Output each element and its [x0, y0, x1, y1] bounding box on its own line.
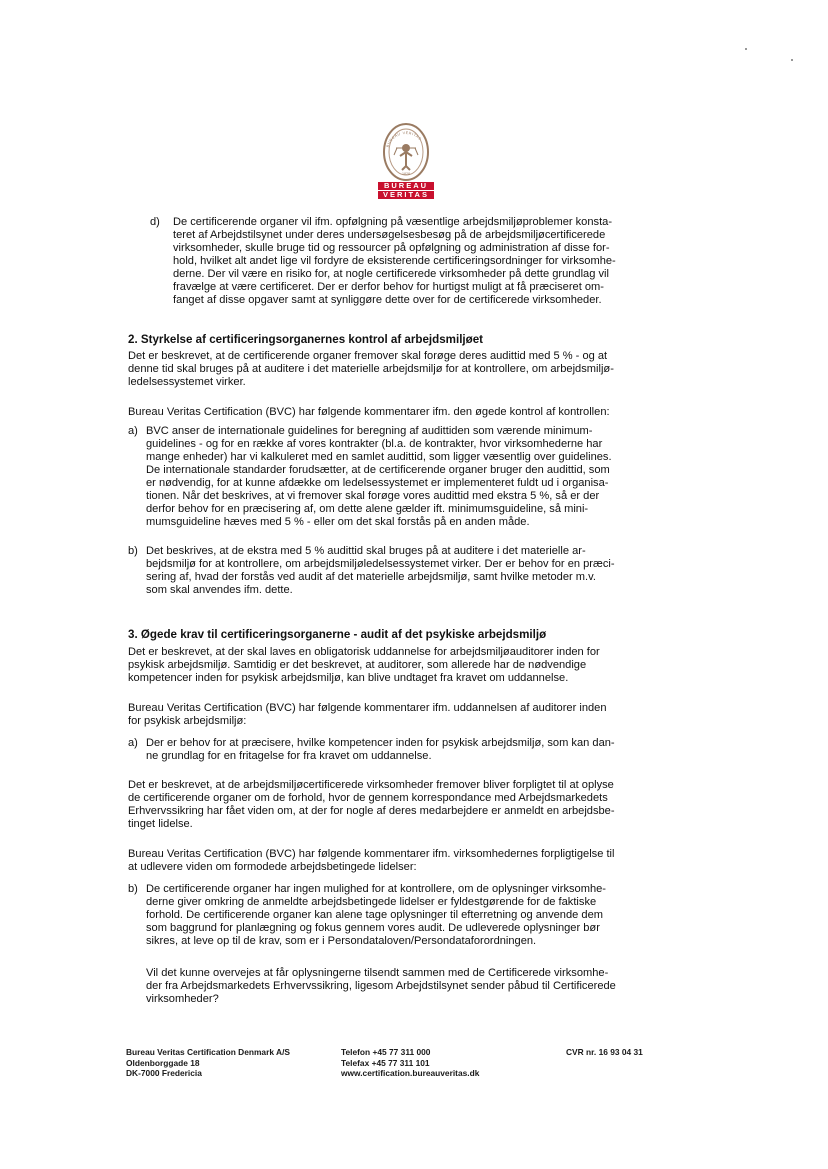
section-2-heading: 2. Styrkelse af certificeringsorganernes kontrol af arbejdsmiljøet	[128, 333, 484, 346]
section-3-item-b-text: De certificerende organer har ingen mulighed for at kontrollere, om de oplysninger virksomhe- derne giver omkring de anmeldte arbejdsbetingede lidelser er fyldestgørende for de faktiske forhold. De certificerende organer kan alene tage oplysninger til efterretning og anvende dem som baggrund for planlægning og fokus gennem vores audit. De udleverede oplysninger bør sikres, at leve op til de krav, som er i Persondataloven/Persondataforordningen.	[146, 883, 607, 947]
bureau-veritas-logo	[374, 118, 438, 200]
section-2-item-a-text: BVC anser de internationale guidelines for beregning af audittiden som værende minimum- guidelines - og for en række af vores kontrakter (bl.a. de kontrakter, hvor virksomhederne har mange enheder) har vi kalkuleret med en samlet audittid, som ligger væsentlig over guidelines. De internationale standarder forudsætter, at de certificerende organer bruger den audittid, som er nødvendig, for at kunne afdække om ledelsessystemet er implementeret fuldt ud i organisa- tionen. Når det beskrives, at vi fremover skal forøge vores audittid med ekstra 5 %, så er der derfor behov for en præcisering af, om dette alene gælder ift. minimumsguideline, så mini- mumsguideline hæves med 5 % - eller om det skal forstås på en anden måde.	[146, 425, 612, 528]
section-2-item-b-label: b)	[128, 545, 138, 557]
section-3-item-a-text: Der er behov for at præcisere, hvilke kompetencer inden for psykisk arbejdsmiljø, som kan dan- ne grundlag for en fritagelse for fra kravet om uddannelse.	[146, 737, 615, 762]
section-2-intro: Det er beskrevet, at de certificerende organer fremover skal forøge deres audittid med 5 % - og at denne tid skal bruges på at auditere i det materielle arbejdsmiljø for at kontrollere, om arbejdsmiljø- ledelsessystemet virker.	[128, 350, 614, 388]
section-3-item-b-label: b)	[128, 883, 138, 895]
section-3-heading: 3. Øgede krav til certificeringsorganerne - audit af det psykiske arbejdsmiljø	[128, 628, 547, 641]
svg-text:1828: 1828	[402, 172, 410, 176]
section-3-item-a-label: a)	[128, 737, 138, 749]
item-d-label: d)	[150, 216, 160, 228]
footer-web: www.certification.bureauveritas.dk	[341, 1068, 480, 1078]
footer-fax: Telefax +45 77 311 101	[341, 1057, 430, 1068]
logo-word-veritas: VERITAS	[378, 191, 434, 199]
section-3-comment-1: Bureau Veritas Certification (BVC) har følgende kommentarer ifm. uddannelsen af auditorer inden for psykisk arbejdsmiljø:	[128, 702, 607, 727]
scan-speck	[745, 48, 747, 50]
footer-cvr: CVR nr. 16 93 04 31	[566, 1047, 643, 1057]
section-3-comment-2: Bureau Veritas Certification (BVC) har følgende kommentarer ifm. virksomhedernes forpligtigelse til at udlevere viden om formodede arbejdsbetingede lidelser:	[128, 848, 615, 873]
footer-city: DK-7000 Fredericia	[126, 1068, 202, 1078]
section-3-para-2: Det er beskrevet, at de arbejdsmiljøcertificerede virksomheder fremover bliver forpligtet til at oplyse de certificerende organer om de forhold, hvor de gennem korrespondance med Arbejdsmarkedets Erhvervssikring har fået viden om, at der for nogle af deres medarbejdere er anmeldt en arbejdsbe- tinget lidelse.	[128, 779, 615, 830]
section-2-item-a-label: a)	[128, 425, 138, 437]
footer-company: Bureau Veritas Certification Denmark A/S	[126, 1047, 290, 1057]
section-3-intro: Det er beskrevet, at der skal laves en obligatorisk uddannelse for arbejdsmiljøauditorer inden for psykisk arbejdsmiljø. Samtidig er det beskrevet, at auditorer, som allerede har de nødvendige kompetencer inden for psykisk arbejdsmiljø, kan blive undtaget fra kravet om uddannelse.	[128, 646, 600, 684]
footer-contact	[341, 1047, 479, 1079]
veritas-seal-icon	[374, 118, 438, 182]
section-2-item-b-text: Det beskrives, at de ekstra med 5 % audittid skal bruges på at auditere i det materielle ar- bejdsmiljø for at kontrollere, om arbejdsmiljøledelsessystemet virker. Der er behov for en præci- sering af, hvad der forstås ved audit af det materielle arbejdsmiljø, samt hvilke metoder m.v. som skal anvendes ifm. dette.	[146, 545, 615, 596]
svg-text:BUREAU VERITAS: BUREAU VERITAS	[385, 130, 423, 148]
item-d-text: De certificerende organer vil ifm. opfølgning på væsentlige arbejdsmiljøproblemer konsta- teret af Arbejdstilsynet under deres undersøgelsesbesøg på de arbejdsmiljøcertificerede virksomheder, skulle bruge tid og ressourcer på opfølgning og administration af disse for- hold, hvilket alt andet lige vil fordyre de eksisterende certificeringsordninger for virksomhe- derne. Der vil være en risiko for, at nogle certificerede virksomheder på dette grundlag vil fravælge at være certificeret. Der er derfor behov for hurtigst muligt at få præciseret om- fanget af disse opgaver samt at synliggøre dette over for de certificerede virksomheder.	[173, 216, 616, 306]
section-3-question: Vil det kunne overvejes at får oplysningerne tilsendt sammen med de Certificerede virksomhe- der fra Arbejdsmarkedets Erhvervssikring, ligesom Arbejdstilsynet sender påbud til Certificerede virksomheder?	[146, 967, 616, 1005]
footer-street: Oldenborggade 18	[126, 1057, 200, 1068]
section-2-comment: Bureau Veritas Certification (BVC) har følgende kommentarer ifm. den øgede kontrol af kontrollen:	[128, 406, 610, 418]
footer-address	[126, 1047, 290, 1079]
footer-phone: Telefon +45 77 311 000	[341, 1047, 431, 1057]
scan-speck	[791, 59, 793, 61]
logo-word-bureau: BUREAU	[378, 182, 434, 190]
